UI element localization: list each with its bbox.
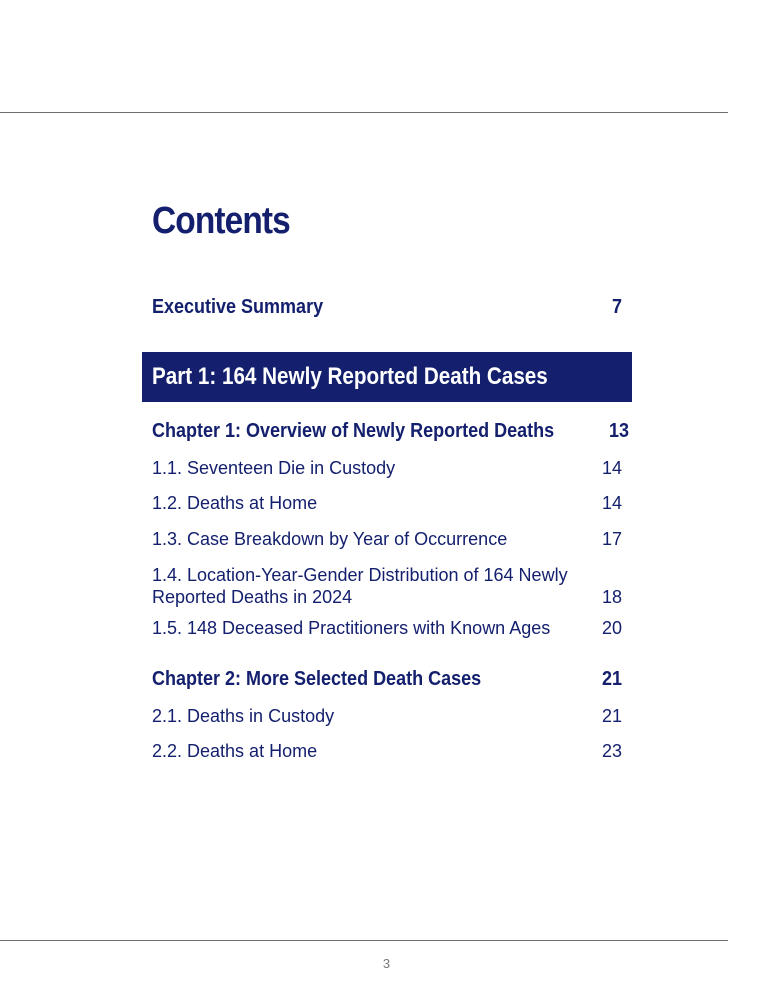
toc-label: 1.1. Seventeen Die in Custody bbox=[152, 458, 396, 478]
bottom-divider bbox=[0, 940, 728, 941]
toc-section-1-2[interactable] bbox=[152, 492, 622, 514]
toc-page-number: 23 bbox=[601, 741, 622, 761]
toc-label: Chapter 2: More Selected Death Cases bbox=[152, 668, 482, 690]
toc-page-number: 7 bbox=[611, 296, 622, 318]
toc-label: Executive Summary bbox=[152, 296, 324, 318]
toc-section-1-4[interactable] bbox=[152, 564, 622, 608]
toc-label: 1.3. Case Breakdown by Year of Occurrence bbox=[152, 529, 508, 549]
toc-label: 2.1. Deaths in Custody bbox=[152, 706, 335, 726]
top-divider bbox=[0, 112, 728, 113]
footer-page-number: 3 bbox=[382, 956, 391, 971]
part-title: Part 1: 164 Newly Reported Death Cases bbox=[152, 363, 548, 390]
toc-label: 1.5. 148 Deceased Practitioners with Known Ages bbox=[152, 618, 551, 638]
toc-chapter-2[interactable] bbox=[152, 668, 622, 690]
toc-label: Chapter 1: Overview of Newly Reported Deaths bbox=[152, 420, 555, 442]
toc-page-number: 18 bbox=[601, 587, 622, 607]
toc-label: 2.2. Deaths at Home bbox=[152, 741, 318, 761]
toc-chapter-1[interactable] bbox=[152, 420, 629, 442]
toc-page-number: 14 bbox=[601, 458, 622, 478]
toc-page-number: 13 bbox=[608, 420, 629, 442]
toc-page-number: 14 bbox=[601, 493, 622, 513]
toc-executive-summary[interactable] bbox=[152, 296, 622, 318]
toc-section-2-1[interactable] bbox=[152, 705, 622, 727]
toc-section-2-2[interactable] bbox=[152, 740, 622, 762]
toc-page-number: 20 bbox=[601, 618, 622, 638]
part-heading-band[interactable] bbox=[142, 352, 632, 402]
toc-page-number: 17 bbox=[601, 529, 622, 549]
toc-section-1-3[interactable] bbox=[152, 528, 622, 550]
toc-label: 1.4. Location-Year-Gender Distribution of 164 Newly Reported Deaths in 2024 bbox=[152, 565, 568, 607]
page-title: Contents bbox=[152, 200, 290, 242]
toc-section-1-1[interactable] bbox=[152, 457, 622, 479]
toc-page-number: 21 bbox=[601, 668, 622, 690]
toc-label: 1.2. Deaths at Home bbox=[152, 493, 318, 513]
toc-page-number: 21 bbox=[601, 706, 622, 726]
toc-section-1-5[interactable] bbox=[152, 617, 622, 639]
